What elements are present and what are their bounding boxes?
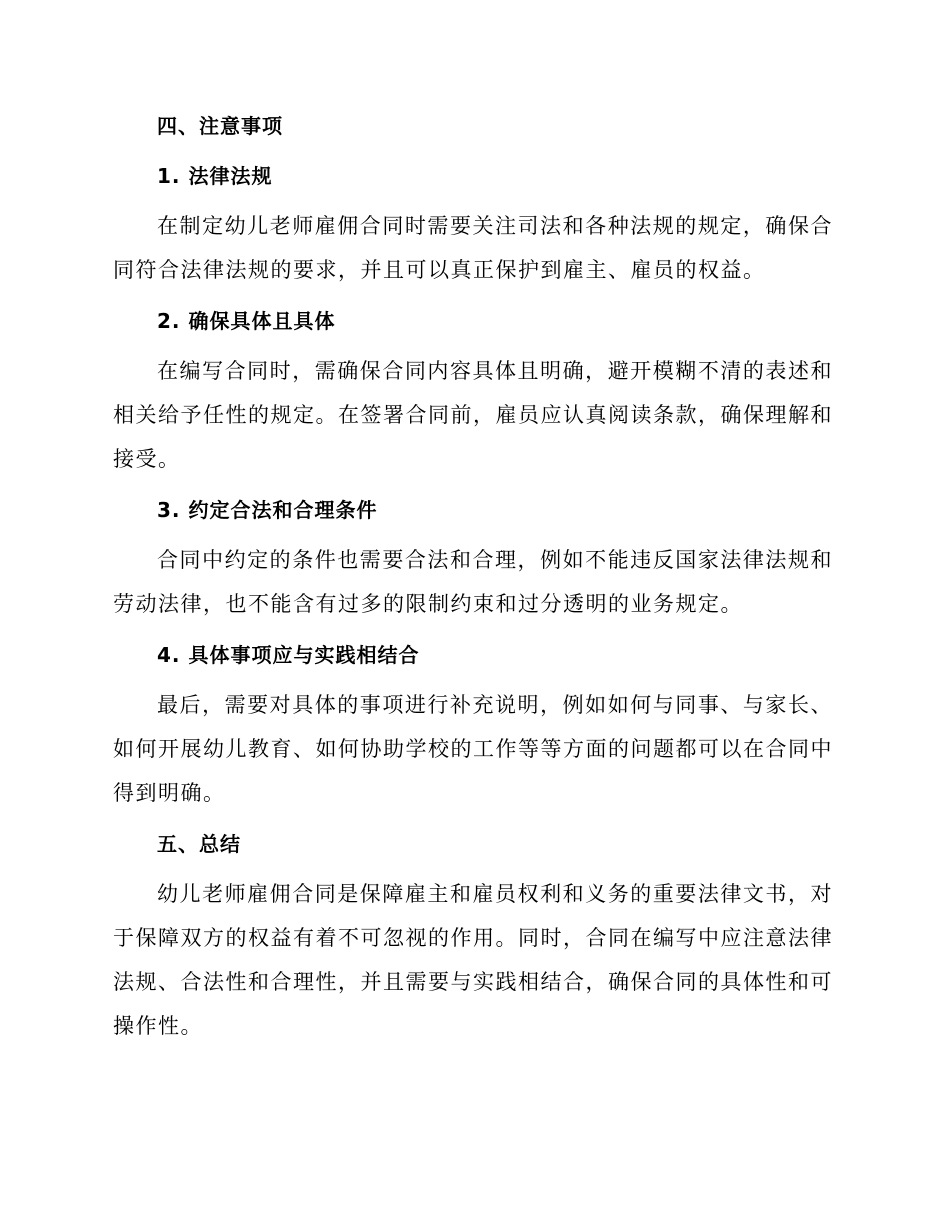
subheading-specific: 2. 确保具体且具体 — [157, 309, 336, 333]
paragraph-specific: 在编写合同时，需确保合同内容具体且明确，避开模糊不清的表述和相关给予任性的规定。在签署合同前，雇员应认真阅读条款，确保理解和接受。 — [113, 359, 833, 471]
subheading-conditions: 3. 约定合法和合理条件 — [157, 498, 378, 522]
subheading-practice: 4. 具体事项应与实践相结合 — [157, 643, 420, 667]
section-heading-summary: 五、总结 — [157, 832, 241, 856]
paragraph-conditions: 合同中约定的条件也需要合法和合理，例如不能违反国家法律法规和劳动法律，也不能含有过多的限制约束和过分透明的业务规定。 — [113, 548, 833, 616]
paragraph-summary: 幼儿老师雇佣合同是保障雇主和雇员权利和义务的重要法律文书，对于保障双方的权益有着不可忽视的作用。同时，合同在编写中应注意法律法规、合法性和合理性，并且需要与实践相结合，确保合同的具体性和可操作性。 — [113, 882, 833, 1038]
paragraph-laws: 在制定幼儿老师雇佣合同时需要关注司法和各种法规的规定，确保合同符合法律法规的要求，并且可以真正保护到雇主、雇员的权益。 — [113, 214, 833, 282]
document-body — [113, 104, 833, 1055]
subheading-laws: 1. 法律法规 — [157, 164, 273, 188]
section-heading-notes: 四、注意事项 — [157, 114, 283, 138]
paragraph-practice: 最后，需要对具体的事项进行补充说明，例如如何与同事、与家长、如何开展幼儿教育、如何协助学校的工作等等方面的问题都可以在合同中得到明确。 — [113, 693, 833, 805]
